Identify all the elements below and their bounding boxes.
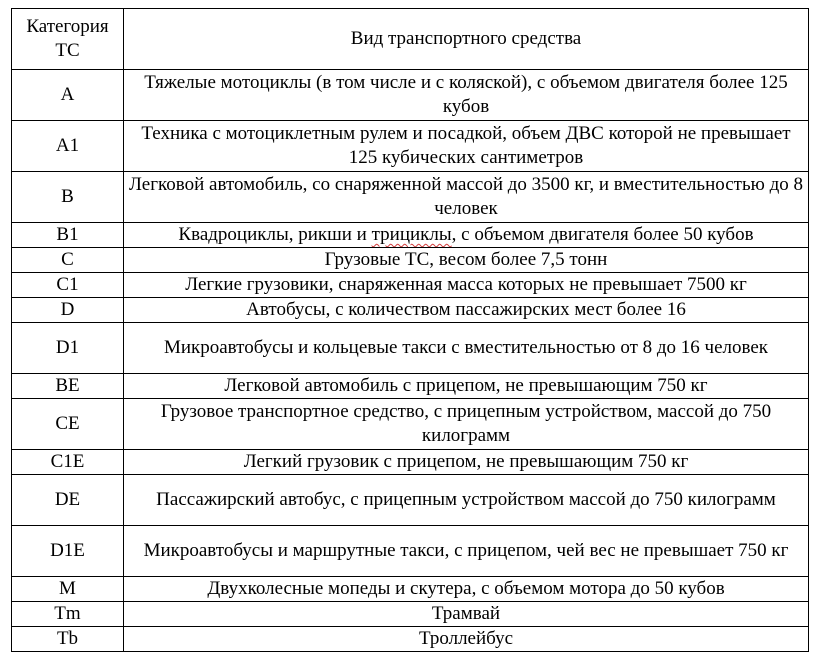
description-cell bbox=[124, 223, 809, 248]
category-cell: DE bbox=[12, 475, 124, 526]
description-cell: Микроавтобусы и кольцевые такси с вместительностью от 8 до 16 человек bbox=[124, 323, 809, 374]
description-cell: Легковой автомобиль, со снаряженной массой до 3500 кг, и вместительностью до 8 человек bbox=[124, 172, 809, 223]
description-cell: Легковой автомобиль с прицепом, не превышающим 750 кг bbox=[124, 374, 809, 399]
table-row bbox=[12, 399, 809, 450]
table-row bbox=[12, 121, 809, 172]
category-cell: B1 bbox=[12, 223, 124, 248]
category-cell: C1 bbox=[12, 273, 124, 298]
table-header-row bbox=[12, 9, 809, 70]
category-cell: M bbox=[12, 577, 124, 602]
description-text: , с объемом двигателя более 50 кубов bbox=[451, 224, 754, 245]
category-cell: Tm bbox=[12, 602, 124, 627]
description-cell: Тяжелые мотоциклы (в том числе и с коляской), с объемом двигателя более 125 кубов bbox=[124, 70, 809, 121]
description-cell: Трамвай bbox=[124, 602, 809, 627]
table-row bbox=[12, 602, 809, 627]
table-row bbox=[12, 475, 809, 526]
vehicle-type-header: Вид транспортного средства bbox=[124, 9, 809, 70]
category-header: Категория ТС bbox=[12, 9, 124, 70]
description-cell: Легкие грузовики, снаряженная масса которых не превышает 7500 кг bbox=[124, 273, 809, 298]
table-row bbox=[12, 248, 809, 273]
description-cell: Техника с мотоциклетным рулем и посадкой, объем ДВС которой не превышает 125 кубических сантиметров bbox=[124, 121, 809, 172]
table-row bbox=[12, 298, 809, 323]
table-row bbox=[12, 526, 809, 577]
table-row bbox=[12, 577, 809, 602]
table-row bbox=[12, 172, 809, 223]
category-cell: D bbox=[12, 298, 124, 323]
category-cell: D1 bbox=[12, 323, 124, 374]
description-cell: Микроавтобусы и маршрутные такси, с прицепом, чей вес не превышает 750 кг bbox=[124, 526, 809, 577]
category-cell: C1E bbox=[12, 450, 124, 475]
category-cell: BE bbox=[12, 374, 124, 399]
table-row bbox=[12, 323, 809, 374]
table-row bbox=[12, 450, 809, 475]
description-text: Квадроциклы, рикши и bbox=[178, 224, 372, 245]
description-cell: Двухколесные мопеды и скутера, с объемом мотора до 50 кубов bbox=[124, 577, 809, 602]
category-cell: Tb bbox=[12, 627, 124, 652]
description-cell: Грузовое транспортное средство, с прицепным устройством, массой до 750 килограмм bbox=[124, 399, 809, 450]
description-cell: Легкий грузовик с прицепом, не превышающим 750 кг bbox=[124, 450, 809, 475]
vehicle-category-table bbox=[11, 8, 809, 652]
description-cell: Автобусы, с количеством пассажирских мест более 16 bbox=[124, 298, 809, 323]
table-row bbox=[12, 273, 809, 298]
category-cell: C bbox=[12, 248, 124, 273]
category-cell: A1 bbox=[12, 121, 124, 172]
description-cell: Грузовые ТС, весом более 7,5 тонн bbox=[124, 248, 809, 273]
category-cell: A bbox=[12, 70, 124, 121]
description-cell: Троллейбус bbox=[124, 627, 809, 652]
table-row bbox=[12, 627, 809, 652]
table-row bbox=[12, 223, 809, 248]
description-cell: Пассажирский автобус, с прицепным устройством массой до 750 килограмм bbox=[124, 475, 809, 526]
table-row bbox=[12, 70, 809, 121]
spellcheck-marked-word: трициклы bbox=[371, 224, 452, 245]
category-cell: CE bbox=[12, 399, 124, 450]
category-cell: B bbox=[12, 172, 124, 223]
table-row bbox=[12, 374, 809, 399]
category-cell: D1E bbox=[12, 526, 124, 577]
